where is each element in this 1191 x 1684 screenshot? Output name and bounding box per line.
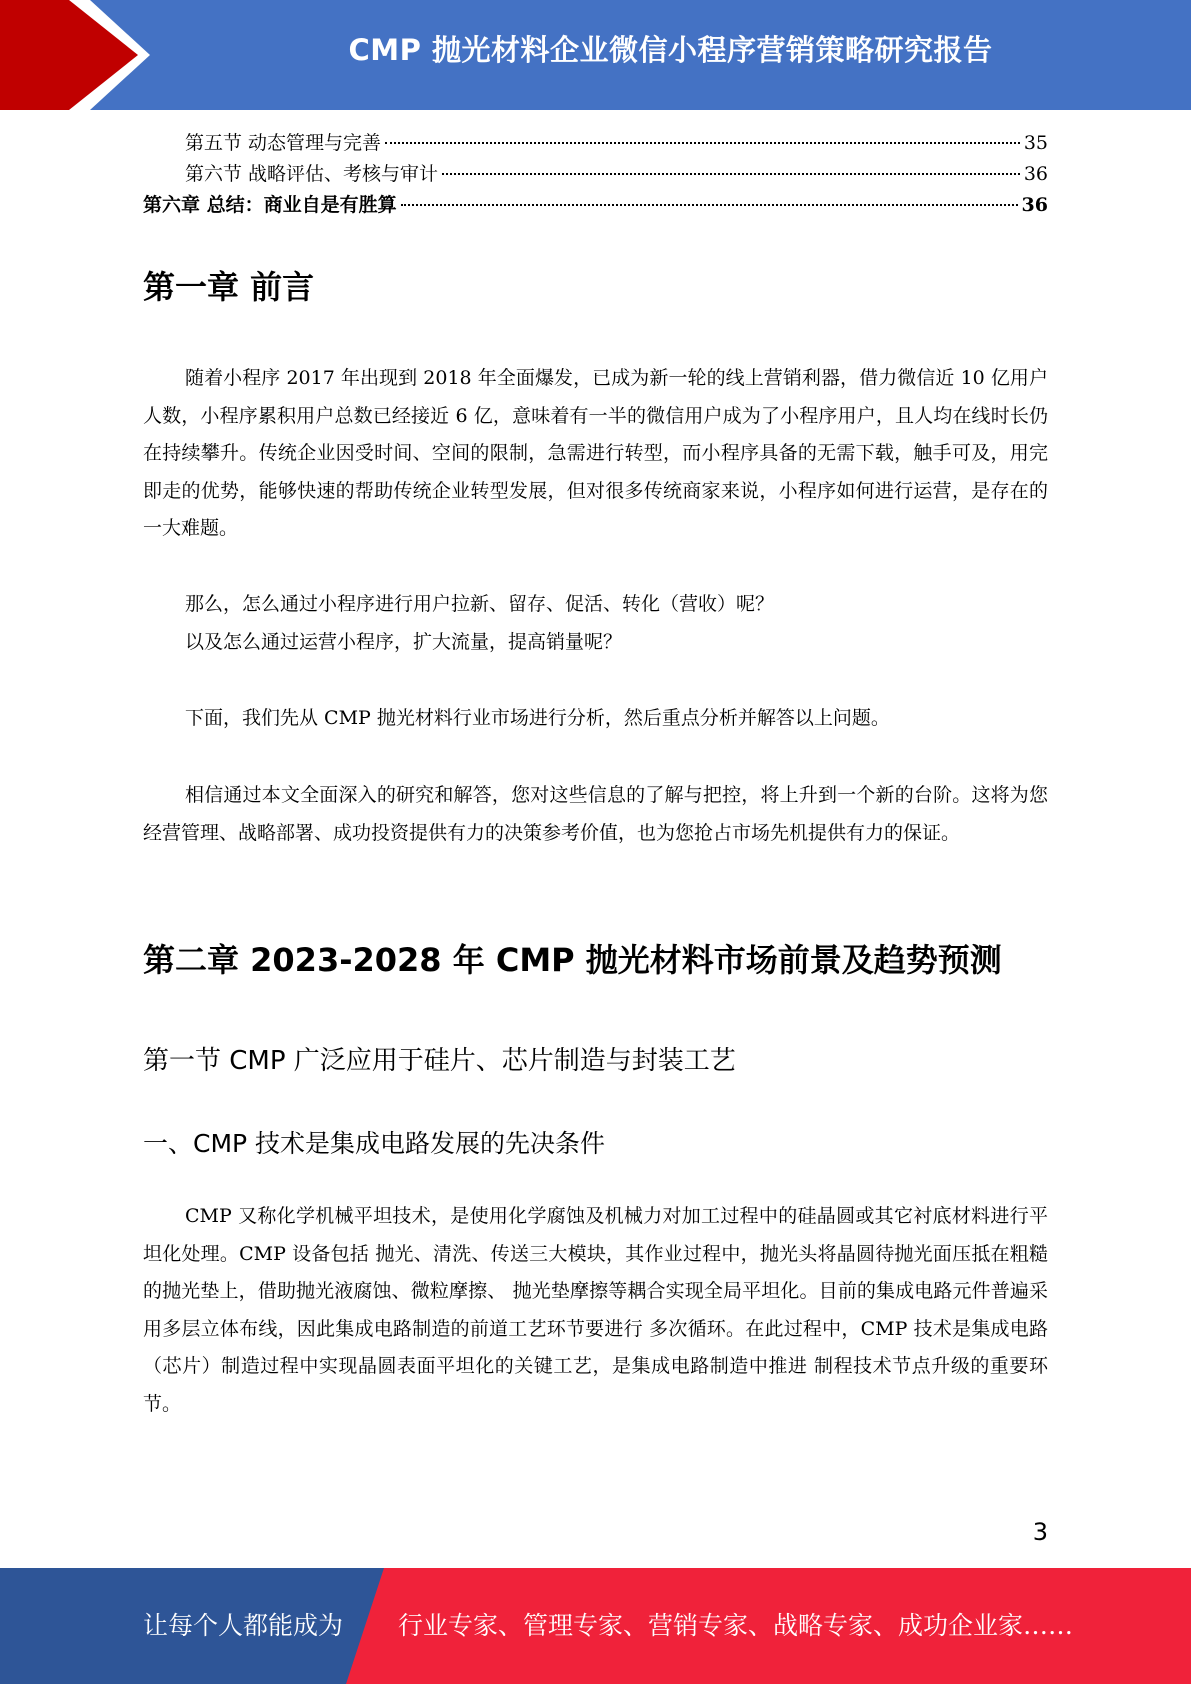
chapter-1-paragraph-3: 以及怎么通过运营小程序，扩大流量，提高销量呢？ (185, 631, 623, 653)
toc-entry-label: 第五节 动态管理与完善 (185, 132, 382, 154)
toc-entry-label: 第六章 总结：商业自是有胜算 (143, 194, 397, 216)
toc-entry-page: 36 (1021, 194, 1048, 216)
report-title: CMP 抛光材料企业微信小程序营销策略研究报告 (348, 33, 993, 67)
toc-dot-leader (442, 173, 1020, 175)
toc-entry-page: 36 (1023, 163, 1048, 185)
page-number: 3 (1032, 1518, 1048, 1546)
subsection-1-heading: 一、CMP 技术是集成电路发展的先决条件 (143, 1129, 606, 1158)
toc-entry[interactable] (143, 128, 1048, 159)
toc-entry[interactable] (143, 159, 1048, 190)
chapter-1-paragraph-5: 相信通过本文全面深入的研究和解答，您对这些信息的了解与把控，将上升到一个新的台阶。这将为您经营管理、战略部署、成功投资提供有力的决策参考价值，也为您抢占市场先机提供有力的保证。 (143, 784, 1048, 844)
chapter-1-paragraph-2: 那么，怎么通过小程序进行用户拉新、留存、促活、转化（营收）呢？ (185, 593, 775, 615)
section-1-heading: 第一节 CMP 广泛应用于硅片、芯片制造与封装工艺 (143, 1046, 736, 1076)
chapter-1-paragraph-4: 下面，我们先从 CMP 抛光材料行业市场进行分析，然后重点分析并解答以上问题。 (185, 707, 890, 729)
page-footer (0, 1568, 1191, 1684)
table-of-contents (143, 128, 1048, 221)
toc-entry[interactable] (143, 190, 1048, 221)
chapter-2-heading: 第二章 2023-2028 年 CMP 抛光材料市场前景及趋势预测 (143, 941, 1002, 979)
page-header (0, 0, 1191, 110)
chapter-2-paragraph: CMP 又称化学机械平坦技术，是使用化学腐蚀及机械力对加工过程中的硅晶圆或其它衬底材料进行平坦化处理。CMP 设备包括 抛光、清洗、传送三大模块，其作业过程中，抛光头将晶圆待抛光面压抵在粗糙的抛光垫上，借助抛光液腐蚀、微粒摩擦、 抛光垫摩擦等耦合实现全局平坦化。目前的集成电路元件普遍采用多层立体布线，因此集成电路制造的前道工艺环节要进行 多次循环。在此过程中，CMP 技术是集成电路（芯片）制造过程中实现晶圆表面平坦化的关键工艺，是集成电路制造中推进 制程技术节点升级的重要环节。 (143, 1205, 1048, 1415)
chapter-1-heading: 第一章 前言 (143, 268, 315, 306)
toc-entry-label: 第六节 战略评估、考核与审计 (185, 163, 439, 185)
header-chevron-red (0, 0, 138, 110)
footer-slogan-left: 让每个人都能成为 (143, 1611, 344, 1640)
toc-dot-leader (385, 142, 1020, 144)
footer-slogan-right: 行业专家、管理专家、营销专家、战略专家、成功企业家…… (398, 1611, 1074, 1640)
chapter-1-paragraph-1: 随着小程序 2017 年出现到 2018 年全面爆发，已成为新一轮的线上营销利器，借力微信近 10 亿用户人数，小程序累积用户总数已经接近 6 亿，意味着有一半的微信用户成为了小程序用户，且人均在线时长仍在持续攀升。传统企业因受时间、空间的限制，急需进行转型，而小程序具备的无需下载，触手可及，用完即走的优势，能够快速的帮助传统企业转型发展，但对很多传统商家来说，小程序如何进行运营，是存在的一大难题。 (143, 367, 1048, 539)
toc-entry-page: 35 (1023, 132, 1048, 154)
toc-dot-leader (401, 204, 1018, 206)
